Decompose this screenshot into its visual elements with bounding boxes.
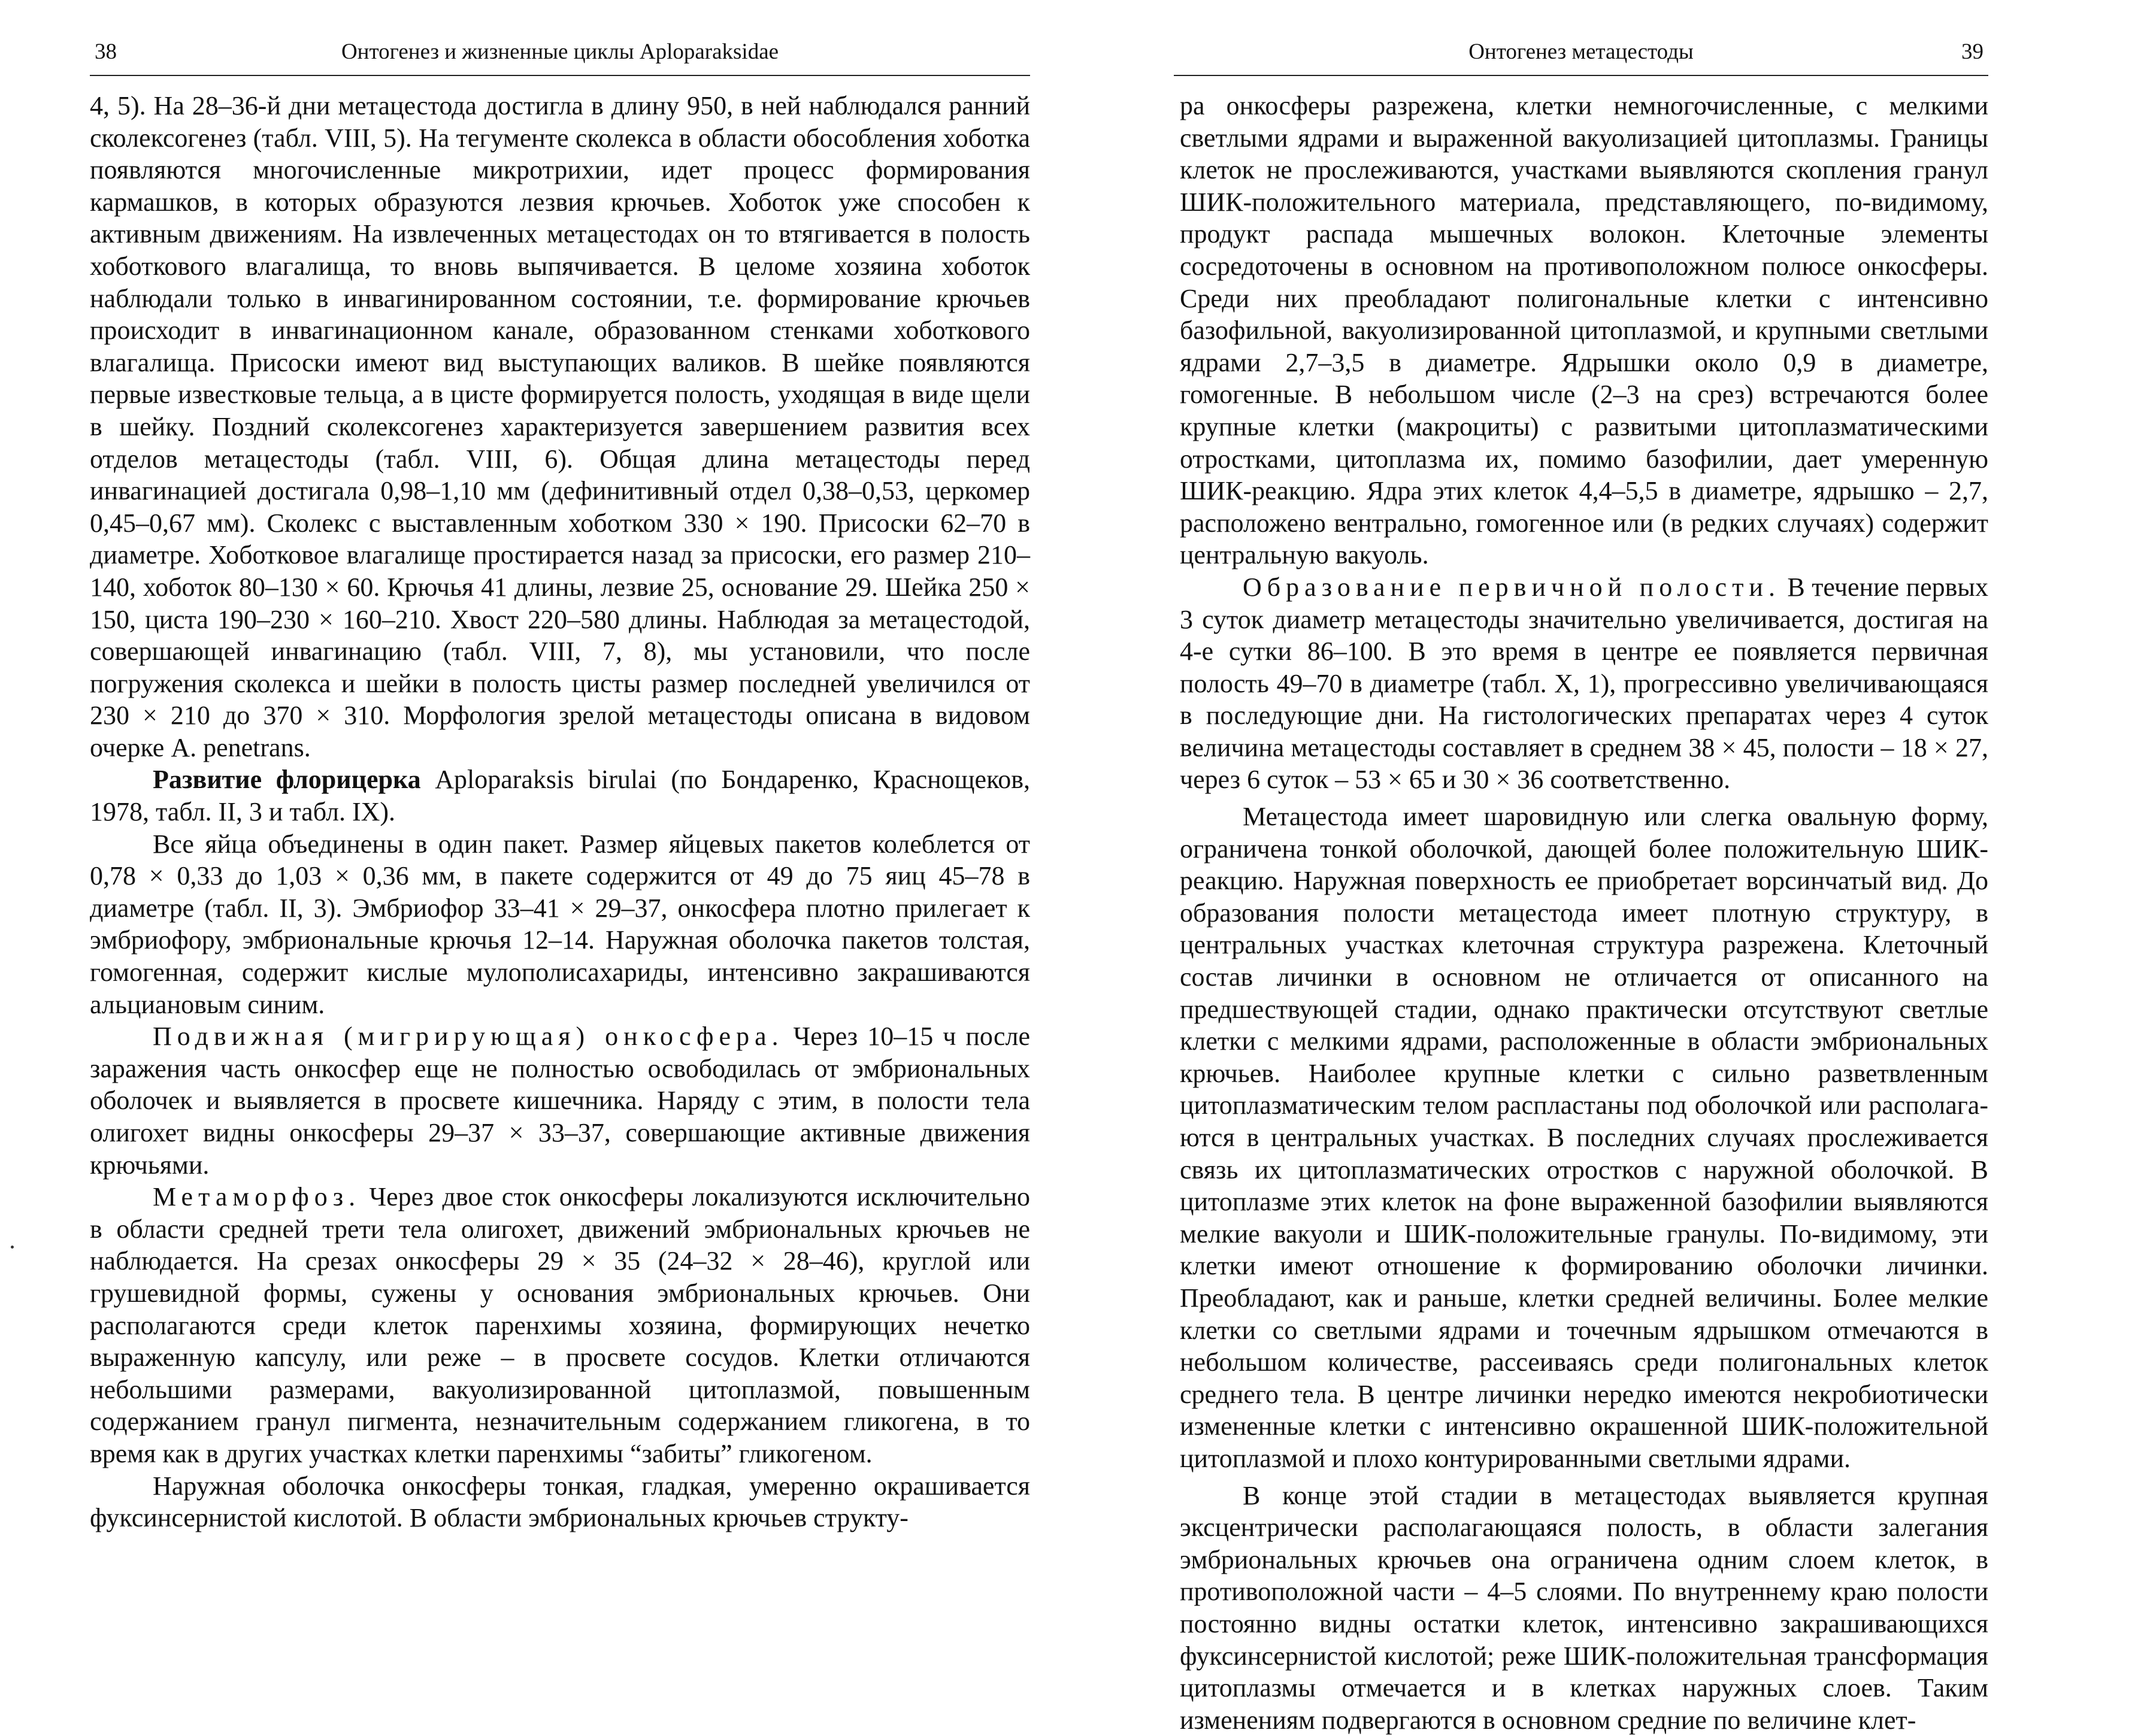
paragraph (90, 764, 1030, 828)
paragraph-text: В течение первых 3 суток диаметр метацестоды значительно увеличивается, достигая на 4-е сутки 86–100. В это время в центре ее появляется первичная полость 49–70 в диаметре (табл. X, 1), прогрессивно увеличивающаяся в последующие дни. На гистологических препаратах через 4 суток величина метацестоды составляет в среднем 38 × 45, полости – 18 × 27, через 6 суток – 53 × 65 и 30 × 36 соответственно. (1180, 572, 1988, 795)
paragraph: 4, 5). На 28–36-й дни метацестода достигла в длину 950, в ней наблюдался ранний сколексогенез (табл. VIII, 5). На тегументе сколекса в области обособления хоботка появляются многочисленные микротрихии, идет процесс формирования кармашков, в которых образуются лезвия крючьев. Хоботок уже способен к активным движениям. На извлеченных метацестодах он то втягивается в полость хоботкового влагалища, то вновь выпячивается. В целоме хозяина хоботок наблюдали только в инвагинированном состоянии, т.е. формирование крючьев происходит в инвагинационном канале, образованном стенками хоботкового влагалища. Присоски имеют вид выступающих валиков. В шейке появляются первые известковые тельца, а в цисте формируется полость, уходящая в виде щели в шейку. Поздний сколексогенез характеризуется завершением развития всех отделов метацестоды (табл. VIII, 6). Общая длина метацестоды перед инвагинацией достигала 0,98–1,10 мм (дефинитивный отдел 0,38–0,53, церкомер 0,45–0,67 мм). Сколекс с выставленным хоботком 330 × 190. Присоски 62–70 в диаметре. Хоботковое влагалище простирается назад за присоски, его размер 210–140, хоботок 80–130 × 60. Крючья 41 длины, лезвие 25, основание 29. Шейка 250 × 150, циста 190–230 × 160–210. Хвост 220–580 длины. Наблюдая за метацестодой, совершающей инвагинацию (табл. VIII, 7, 8), мы установили, что после погружения сколекса и шейки в полость цисты размер последней увеличился от 230 × 210 до 370 × 310. Морфология зрелой метацестоды описана в видовом очерке A. penetrans. (90, 91, 1030, 762)
stray-dot-mark (11, 1246, 14, 1249)
paragraph: Все яйца объединены в один пакет. Размер яйцевых пакетов колеблется от 0,78 × 0,33 до 1,03 × 0,36 мм, в пакете содержится от 49 до 75 яиц 45–78 в диаметре (табл. II, 3). Эмбриофор 33–41 × 29–37, онкосфера плотно прилегает к эмбриофору, эмбриональные крючья 12–14. Наружная оболочка пакетов толстая, гомогенная, содержит кислые мулополисахариды, интенсивно закрашиваются альциановым синим. (90, 829, 1030, 1019)
right-running-title: Онтогенез метацестоды (1468, 40, 1694, 64)
paragraph-text: Через 10–15 ч после заражения часть онкосфер еще не полностью освободилась от эмбриональных оболочек и выявляется в просвете кишечника. Наряду с этим, в полости тела олигохет видны онкосферы 29–37 × 33–37, совершающие активные движения крючьями. (90, 1022, 1030, 1180)
paragraph (90, 1020, 1030, 1181)
paragraph: ра онкосферы разрежена, клетки немногочисленные, с мелкими светлыми ядрами и выраженной вакуолизацией цитоплазмы. Границы клеток не прослеживаются, участками выявляются скопления гранул ШИК-положительного материала, представляющего, по-видимому, продукт распада мышечных волокон. Клеточные элементы сосредоточены в основном на противоположном полюсе онкосферы. Среди них преобладают полигональные клетки с интенсивно базофильной, вакуолизированной цитоплазмой, и крупными светлыми ядрами 2,7–3,5 в диаметре. Ядрышки около 0,9 в диаметре, гомогенные. В небольшом числе (2–3 на срез) встречаются более крупные клетки (макроциты) с развитыми цитоплазматическими отростками, цитоплазма их, помимо базофилии, дает умеренную ШИК-реакцию. Ядра этих клеток 4,4–5,5 в диаметре, ядрышко – 2,7, расположено вентрально, гомогенное или (в редких случаях) содержит центральную вакуоль. (1180, 91, 1988, 570)
paragraph: Наружная оболочка онкосферы тонкая, гладкая, умеренно окрашивается фуксинсернистой кислотой. В области эмбриональных крючьев структу- (90, 1471, 1030, 1533)
paragraph-text: Через двое сток онкосферы локализуются исключительно в области средней трети тела олигохет, движений эмбриональных крючьев не наблюдается. На срезах онкосферы 29 × 35 (24–32 × 28–46), круглой или грушевидной формы, сужены у основания эмбриональных крючьев. Они располагаются среди клеток паренхимы хозяина, формирующих нечетко выраженную капсулу, или реже – в просвете сосудов. Клетки отличаются небольшими размерами, вакуолизированной цитоплазмой, повышенным содержанием гранул пигмента, незначительным содержанием гликогена, в то время как в других участках клетки паренхимы “забиты” гликогеном. (90, 1182, 1030, 1468)
right-running-header (1174, 33, 1988, 76)
section-heading: Развитие флорицерка (153, 765, 421, 795)
left-page-number: 38 (95, 40, 117, 64)
right-page (1072, 0, 2144, 1735)
paragraph (1180, 571, 1988, 796)
right-page-number: 39 (1961, 40, 1983, 64)
stage-heading: Образование первичной полости. (1243, 572, 1780, 602)
left-running-header (90, 33, 1030, 76)
left-body-text (90, 90, 1030, 1534)
stage-heading: Подвижная (мигрирующая) онкосфера. (153, 1022, 784, 1052)
right-body-text (1180, 90, 1988, 1736)
left-running-title: Онтогенез и жизненные циклы Aploparaksidae (341, 40, 779, 64)
left-page (0, 0, 1072, 1533)
paragraph-text: Aploparaksis birulai (по Бондаренко, Кpaснощеков, 1978, табл. II, 3 и табл. IX). (90, 765, 1030, 827)
paragraph (90, 1181, 1030, 1470)
paragraph: В конце этой стадии в метацестодах выявляется крупная эксцентрически располагающаяся полость, в области залегания эмбриональных крючьев она ограничена одним слоем клеток, в противоположной части – 4–5 слоями. По внутреннему краю полости постоянно видны остатки клеток, интенсивно закрашивающихся фуксинсернистой кислотой; реже ШИК-положительная трансформация цитоплазмы отмечается и в клетках наружных слоев. Таким изменениям подвергаются в основном средние по величине клет- (1180, 1480, 1988, 1735)
stage-heading: Метаморфоз. (153, 1182, 361, 1212)
paragraph: Метацестода имеет шаровидную или слегка овальную форму, ограничена тонкой оболочкой, дающей более положительную ШИК-реакцию. Наружная поверхность ее приобретает ворсинчатый вид. До образования полости метацестода имеет плотную структуру, в центральных участках клеточная структура разрежена. Клеточный состав личинки в основном не отличается от описанного на предшествующей стадии, однако практически отсутствуют светлые клетки с мелкими ядрами, расположенные в области эмбриональных крючьев. Наиболее крупные клетки с сильно разветвленным цитоплазматическим телом распластаны под оболочкой или располагаются в центральных участках. В последних случаях прослеживается связь их цитоплазматических отростков с наружной оболочкой. В цитоплазме этих клеток на фоне выраженной базофилии выявляются мелкие вакуоли и ШИК-положительные гранулы. По-видимому, эти клетки имеют отношение к формированию оболочки личинки. Преобладают, как и раньше, клетки средней величины. Более мелкие клетки со светлыми ядрами и точечным ядрышком отмечаются в небольшом количестве, рассеиваясь среди полигональных клеток среднего тела. В центре личинки нередко имеются некробиотически измененные клетки с интенсивно окрашенной ШИК-положительной цитоплазмой и плохо контурированными светлыми ядрами. (1180, 802, 1988, 1473)
